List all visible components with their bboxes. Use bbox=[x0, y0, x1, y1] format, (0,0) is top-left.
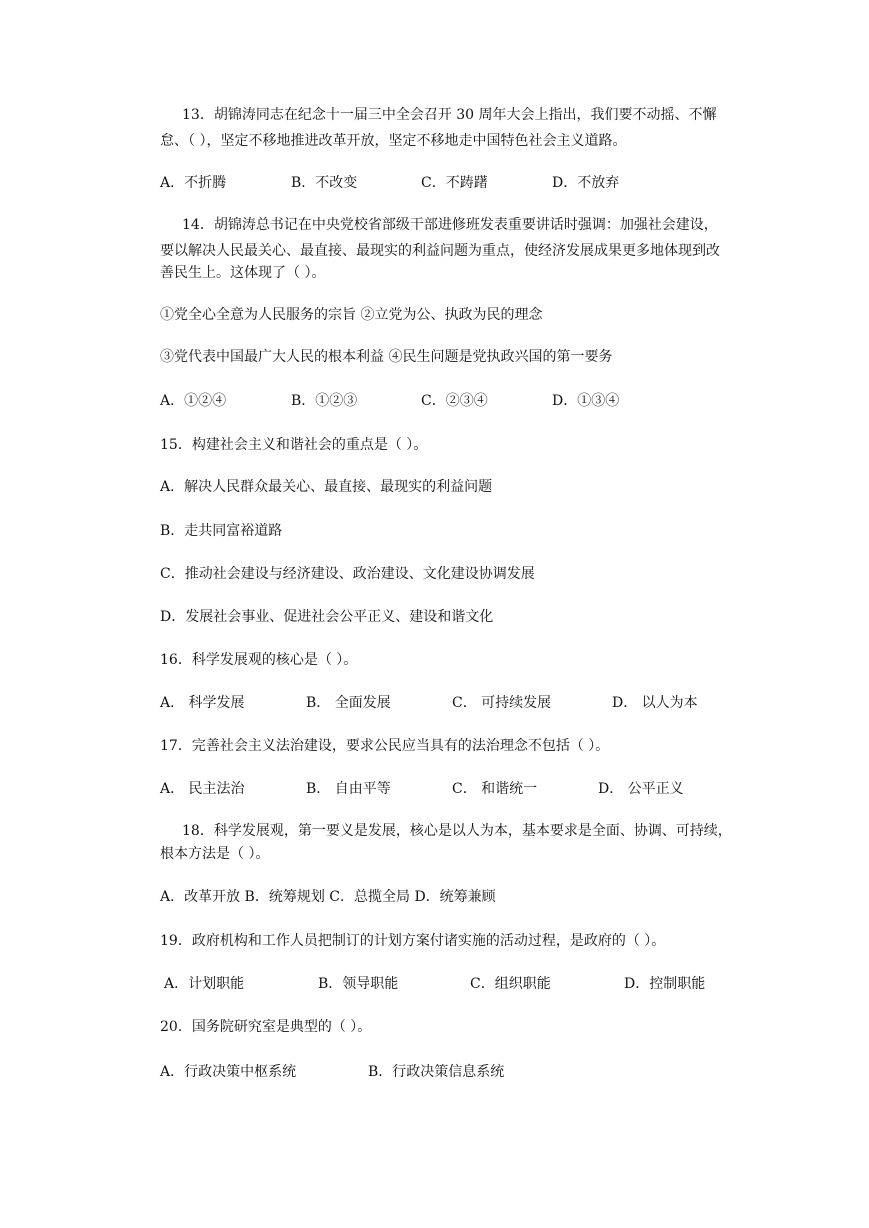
question-13-option-b: B．不改变 bbox=[291, 175, 358, 191]
question-17-option-c: C． 和谐统一 bbox=[452, 781, 538, 797]
question-15-option-d: D．发展社会事业、促进社会公平正义、建设和谐文化 bbox=[160, 609, 494, 625]
question-20-line-1: 20．国务院研究室是典型的（ ）。 bbox=[160, 1019, 372, 1035]
question-18-line-2: 根本方法是（ ）。 bbox=[160, 846, 270, 862]
question-14-line-3: 善民生上。这体现了（ ）。 bbox=[160, 265, 326, 281]
question-14-statement-1: ①党全心全意为人民服务的宗旨 ②立党为公、执政为民的理念 bbox=[160, 307, 543, 323]
question-19-option-d: D．控制职能 bbox=[624, 976, 706, 992]
question-15-line-1: 15．构建社会主义和谐社会的重点是（ ）。 bbox=[160, 437, 428, 453]
question-16-option-d: D． 以人为本 bbox=[612, 695, 698, 711]
question-14-line-2: 要以解决人民最关心、最直接、最现实的利益问题为重点，使经济发展成果更多地体现到改 bbox=[160, 243, 720, 259]
question-19-option-b: B．领导职能 bbox=[318, 976, 399, 992]
question-17-option-b: B． 自由平等 bbox=[306, 781, 391, 797]
question-15-option-c: C．推动社会建设与经济建设、政治建设、文化建设协调发展 bbox=[160, 566, 535, 582]
question-13-option-d: D．不放弃 bbox=[552, 175, 620, 191]
question-18-line-1: 18．科学发展观，第一要义是发展，核心是以人为本，基本要求是全面、协调、可持续， bbox=[182, 823, 732, 839]
question-13-option-a: A．不折腾 bbox=[160, 175, 227, 191]
question-19-option-c: C．组织职能 bbox=[470, 976, 551, 992]
question-14-statement-2: ③党代表中国最广大人民的根本利益 ④民生问题是党执政兴国的第一要务 bbox=[160, 349, 613, 365]
question-17-line-1: 17．完善社会主义法治建设，要求公民应当具有的法治理念不包括（ ）。 bbox=[160, 738, 610, 754]
question-13-line-2: 怠、（ ），坚定不移地推进改革开放，坚定不移地走中国特色社会主义道路。 bbox=[160, 133, 627, 149]
question-14-option-b: B．①②③ bbox=[291, 393, 358, 409]
question-14-option-c: C．②③④ bbox=[421, 393, 488, 409]
question-15-option-a: A．解决人民群众最关心、最直接、最现实的利益问题 bbox=[160, 479, 493, 495]
question-20-option-b: B．行政决策信息系统 bbox=[368, 1064, 505, 1080]
question-19-line-1: 19．政府机构和工作人员把制订的计划方案付诸实施的活动过程，是政府的（ ）。 bbox=[160, 933, 666, 949]
question-14-option-a: A．①②④ bbox=[160, 393, 227, 409]
question-16-line-1: 16．科学发展观的核心是（ ）。 bbox=[160, 652, 358, 668]
question-16-option-b: B． 全面发展 bbox=[306, 695, 391, 711]
question-14-line-1: 14．胡锦涛总书记在中央党校省部级干部进修班发表重要讲话时强调：加强社会建设， bbox=[182, 217, 718, 233]
question-13-option-c: C．不踌躇 bbox=[421, 175, 488, 191]
question-15-option-b: B．走共同富裕道路 bbox=[160, 523, 283, 539]
question-13-line-1: 13．胡锦涛同志在纪念十一届三中全会召开 30 周年大会上指出，我们要不动摇、不懈 bbox=[182, 107, 717, 123]
question-18-options: A．改革开放 B．统筹规划 C．总揽全局 D．统筹兼顾 bbox=[160, 889, 496, 905]
question-14-option-d: D．①③④ bbox=[552, 393, 620, 409]
question-19-option-a: A．计划职能 bbox=[164, 976, 245, 992]
question-20-option-a: A．行政决策中枢系统 bbox=[160, 1064, 297, 1080]
question-16-option-a: A． 科学发展 bbox=[160, 695, 245, 711]
question-17-option-a: A． 民主法治 bbox=[160, 781, 245, 797]
question-17-option-d: D． 公平正义 bbox=[598, 781, 684, 797]
question-16-option-c: C． 可持续发展 bbox=[452, 695, 552, 711]
